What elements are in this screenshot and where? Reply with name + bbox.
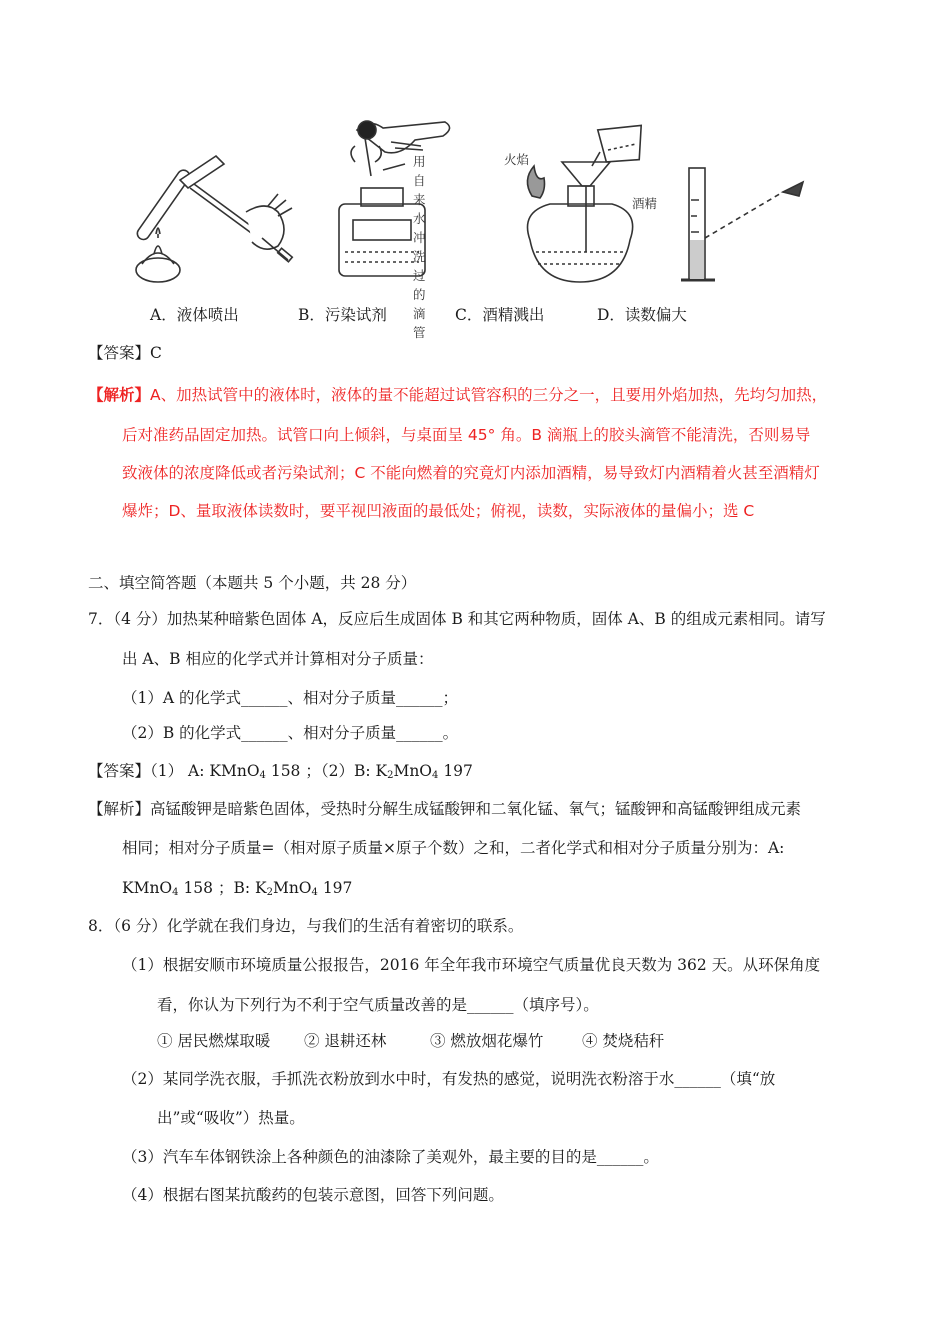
analysis-q6-line1 <box>88 383 827 405</box>
analysis-q6-line4: 爆炸；D、量取液体读数时，要平视凹液面的最低处；俯视，读数，实际液体的量偏小；选 C <box>122 502 755 520</box>
answer-q6: 【答案】C <box>88 344 162 362</box>
figure-b-dropper-bottle <box>325 112 475 292</box>
analysis-text: A、加热试管中的液体时，液体的量不能超过试管容积的三分之一，且要用外焰加热，先均匀加热， <box>150 386 828 404</box>
answer-q7 <box>88 759 473 781</box>
figure-b-label-line: 来水 <box>413 192 426 226</box>
figure-c-alcohol-lamp-refill <box>500 112 680 292</box>
q7-line2: 出 A、B 相应的化学式并计算相对分子质量： <box>122 650 434 668</box>
analysis-q7-part: KMnO <box>122 879 173 897</box>
analysis-q6-line3: 致液体的浓度降低或者污染试剂；C 不能向燃着的究竟灯内添加酒精，易导致灯内酒精着火甚至酒精灯 <box>122 464 820 482</box>
q7-sub1: （1）A 的化学式______、相对分子质量______； <box>122 689 458 707</box>
option-a: A．液体喷出 <box>150 306 239 324</box>
q8-part4: （4）根据右图某抗酸药的包装示意图，回答下列问题。 <box>122 1186 504 1204</box>
q7-sub2: （2）B 的化学式______、相对分子质量______。 <box>122 724 459 742</box>
q8-part1-option-4: ④ 焚烧秸秆 <box>582 1032 665 1050</box>
analysis-q7-part: 197 <box>317 879 353 897</box>
q8-part3: （3）汽车车体钢铁涂上各种颜色的油漆除了美观外，最主要的目的是______。 <box>122 1148 659 1166</box>
option-b: B．污染试剂 <box>298 306 387 324</box>
option-c: C．酒精溅出 <box>455 306 545 324</box>
figure-c-flame-label: 火焰 <box>504 152 530 167</box>
figure-a-heating-test-tube <box>128 142 318 292</box>
figure-b-label-line: 过的 <box>413 268 426 302</box>
q8-part1-option-1: ① 居民燃煤取暖 <box>157 1032 271 1050</box>
figure-b-label <box>413 152 437 342</box>
analysis-q7-sub: 2 <box>266 887 273 898</box>
figure-c-alcohol-label: 酒精 <box>632 196 658 211</box>
q7-line1: 7．（4 分）加热某种暗紫色固体 A，反应后生成固体 B 和其它两种物质，固体 A、B 的组成元素相同。请写 <box>88 610 826 628</box>
figure-b-label-line: 用自 <box>413 154 426 188</box>
analysis-q7-sub: 4 <box>172 887 179 898</box>
q8-part1-option-3: ③ 燃放烟花爆竹 <box>430 1032 544 1050</box>
answer-q7-sub: 4 <box>259 770 266 781</box>
analysis-q7-line1: 【解析】高锰酸钾是暗紫色固体，受热时分解生成锰酸钾和二氧化锰、氧气；锰酸钾和高锰酸钾组成元素 <box>88 800 802 818</box>
q8-line1: 8．（6 分）化学就在我们身边，与我们的生活有着密切的联系。 <box>88 917 524 935</box>
analysis-q7-part: MnO <box>272 879 312 897</box>
analysis-q6-line2: 后对准药品固定加热。试管口向上倾斜，与桌面呈 45° 角。B 滴瓶上的胶头滴管不能清洗，否则易导 <box>122 426 811 444</box>
answer-q7-part: 158 ；（2）B: K <box>265 762 388 780</box>
figure-d-cylinder-reading <box>675 160 815 292</box>
analysis-q7-part: 158 ；B: K <box>178 879 267 897</box>
figure-b-label-line: 冲洗 <box>413 230 426 264</box>
q8-part1-line2: 看，你认为下列行为不利于空气质量改善的是______（填序号）。 <box>157 996 599 1014</box>
answer-q7-sub: 4 <box>432 770 439 781</box>
option-d: D．读数偏大 <box>597 306 687 324</box>
q8-part2-line2: 出”或“吸收”）热量。 <box>157 1109 305 1127</box>
answer-q7-part: MnO <box>393 762 433 780</box>
q8-part2-line1: （2）某同学洗衣服，手抓洗衣粉放到水中时，有发热的感觉，说明洗衣粉溶于水______（填“放 <box>122 1070 776 1088</box>
answer-q7-part: 197 <box>438 762 473 780</box>
answer-q7-sub: 2 <box>387 770 394 781</box>
analysis-q7-line3 <box>122 876 352 898</box>
q8-part1-line1: （1）根据安顺市环境质量公报报告，2016 年全年我市环境空气质量优良天数为 362 天。从环保角度 <box>122 956 821 974</box>
answer-q7-part: 【答案】（1） A: KMnO <box>88 762 260 780</box>
analysis-tag: 【解析】 <box>88 386 151 404</box>
section-heading: 二、填空简答题（本题共 5 个小题，共 28 分） <box>88 574 417 592</box>
figure-b-label-line: 滴管 <box>413 306 426 340</box>
analysis-q7-sub: 4 <box>311 887 318 898</box>
q8-part1-option-2: ② 退耕还林 <box>304 1032 387 1050</box>
analysis-q7-line2: 相同；相对分子质量=（相对原子质量×原子个数）之和，二者化学式和相对分子质量分别为：A: <box>122 839 785 857</box>
